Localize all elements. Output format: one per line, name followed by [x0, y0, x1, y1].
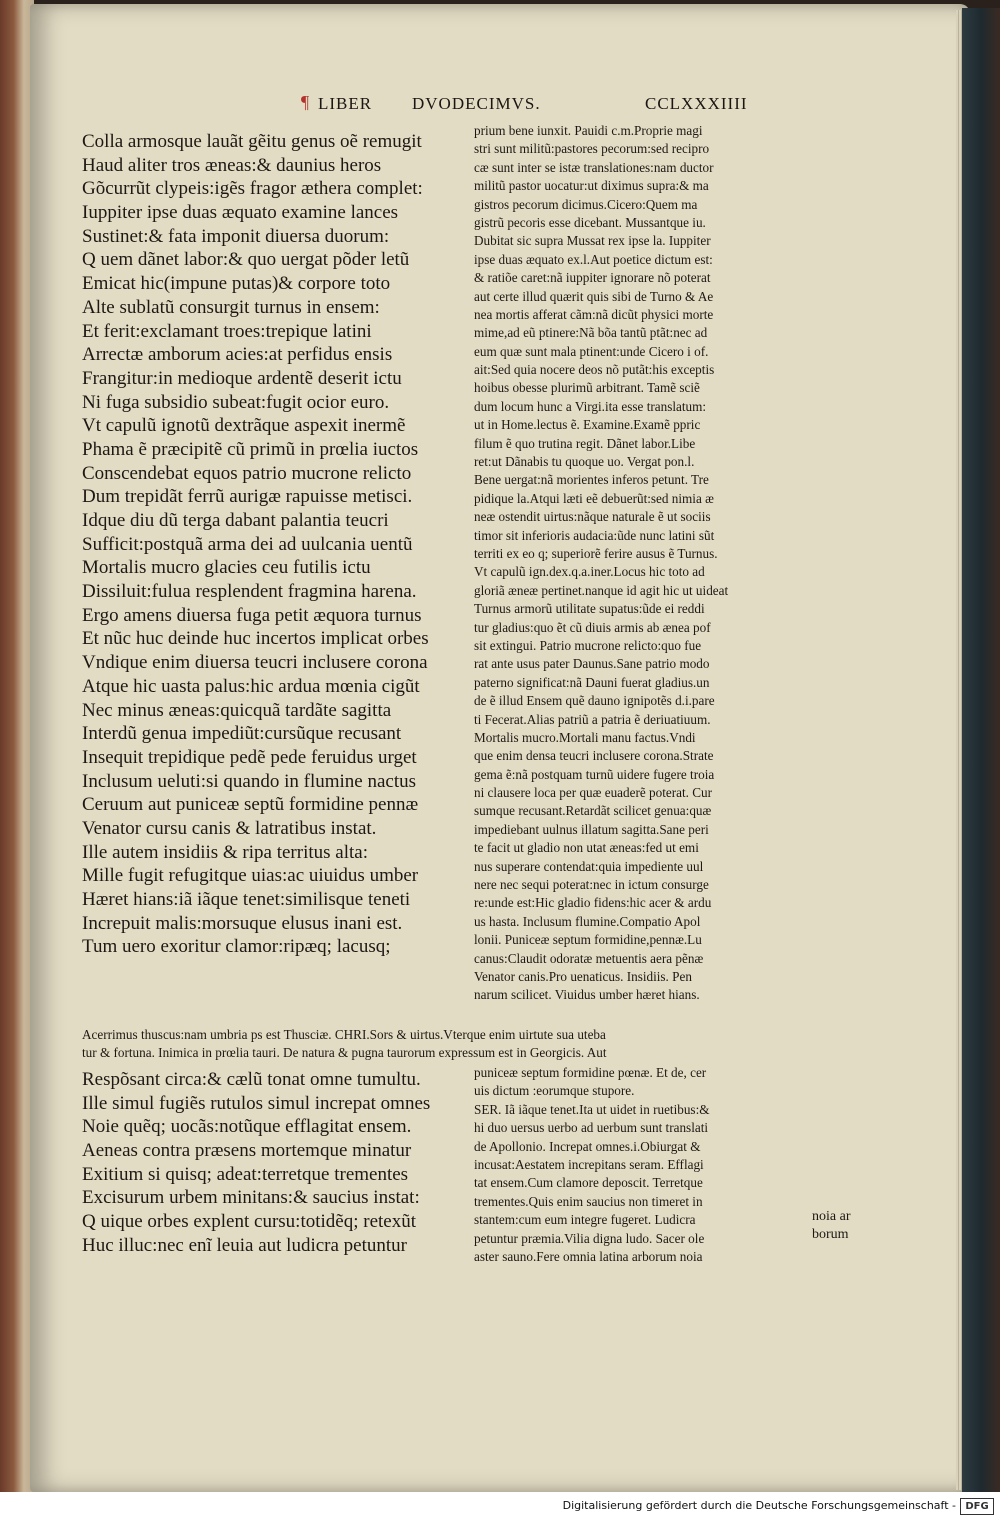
commentary-line: paterno significat:nã Dauni fuerat gladius.un [474, 674, 710, 690]
verse-line: Mortalis mucro glacies ceu futilis ictu [82, 557, 371, 579]
verse-line: Idque diu dũ terga dabant palantia teucri [82, 510, 389, 531]
verse-line: Iuppiter ipse duas æquato examine lances [82, 202, 399, 224]
commentary-line: narum scilicet. Viuidus umber hæret hians. [474, 987, 700, 1003]
verse-line: Venator cursu canis & latratibus instat. [82, 817, 377, 839]
verse-line: Interdũ genua impediũt:cursũque recusant [82, 723, 402, 745]
header-liber: LIBER [318, 94, 373, 113]
commentary-line: ipse duas æquato ex.l.Aut poetice dictum est: [474, 251, 713, 267]
commentary-line: te facit ut gladio non utat æneas:fed ut emi [474, 840, 699, 856]
verse-column-bottom [82, 1068, 472, 1258]
verse-line: Ni fuga subsidio subeat:fugit ocior euro. [82, 391, 390, 413]
commentary-line: tur gladius:quo ẽt cũ diuis armis ab ænea pof [474, 619, 711, 635]
commentary-line: tat ensem.Cum clamore deposcit. Terretque [474, 1175, 703, 1191]
commentary-line: gistros pecorum dicimus.Cicero:Quem ma [474, 196, 698, 212]
verse-line: Noie quẽq; uocãs:notũque efflagitat ensem. [82, 1116, 412, 1138]
folio-number: CCLXXXIIII [645, 94, 748, 113]
verse-line: Conscendebat equos patrio mucrone relicto [82, 462, 412, 484]
running-header [300, 94, 800, 124]
commentary-line: hi duo uersus uerbo ad uerbum sunt translati [474, 1120, 709, 1136]
previous-page-edge [0, 0, 34, 1492]
commentary-line: nea mortis afferat cãm:nã dicũt physici morte [474, 306, 714, 322]
commentary-line: sit extingui. Patrio mucrone relicto:quo fue [474, 637, 702, 653]
verse-line: Dum trepidãt ferrũ aurigæ rapuisse metisci. [82, 486, 413, 508]
commentary-line: ret:ut Dãnabis tu quoque uo. Vergat pon.l. [474, 454, 695, 470]
commentary-line: de ẽ illud Ensem quẽ dauno ignipotẽs d.i.pare [474, 693, 715, 709]
commentary-line: militũ pastor uocatur:ut diximus supra:& ma [474, 178, 709, 194]
funding-credit: Digitalisierung gefördert durch die Deutsche Forschungsgemeinschaft - [562, 1499, 956, 1512]
commentary-line: petuntur præmia.Vilia digna ludo. Sacer ole [474, 1230, 705, 1246]
commentary-line: mime,ad eũ ptinere:Nã bõa tantũ ptãt:nec ad [474, 325, 708, 341]
verse-line: Haud aliter tros æneas:& daunius heros [82, 154, 382, 176]
book-cover-edge [962, 8, 1000, 1492]
commentary-line: prium bene iunxit. Pauidi c.m.Proprie magi [474, 123, 703, 138]
commentary-line: neæ ostendit uirtus:nãque naturale ẽ ut sociis [474, 509, 711, 525]
commentary-line: Turnus armorũ utilitate supatus:ũde ei reddi [474, 601, 705, 617]
commentary-line: hoibus obesse plurimũ arbitrant. Tamẽ sciẽ [474, 380, 700, 396]
commentary-line: impediebant uulnus illatum sagitta.Sane peri [474, 821, 709, 837]
commentary-line: SER. Iã iãque tenet.Ita ut uidet in ruetibus:& [474, 1101, 710, 1117]
verse-line: Increpuit malis:morsuque elusus inani est. [82, 912, 403, 934]
verse-line: Vt capulũ ignotũ dextrãque aspexit inermẽ [82, 415, 406, 437]
verse-line: Ceruum aut puniceæ septũ formidine pennæ [82, 794, 419, 816]
verse-line: Gõcurrũt clypeis:igẽs fragor æthera complet: [82, 178, 423, 200]
commentary-line: ait:Sed quia nocere deos nõ putãt:his exceptis [474, 362, 715, 378]
commentary-line: aut certe illud quærit quis sibi de Turno & Ae [474, 288, 714, 304]
verse-line: Tum uero exoritur clamor:ripæq; lacusq; [82, 936, 391, 958]
margin-note-line: noia ar [812, 1209, 851, 1224]
commentary-line: us hasta. Inclusum flumine.Compatio Apol [474, 913, 701, 929]
commentary-line: & ratiõe caret:nã iuppiter ignorare nõ poterat [474, 270, 711, 286]
verse-line: Excisurum urbem minitans:& saucius instat: [82, 1187, 420, 1209]
verse-line: Sustinet:& fata imponit diuersa duorum: [82, 225, 390, 247]
margin-note-line: borum [812, 1227, 849, 1243]
verse-line: Et ferit:exclamant troes:trepique latini [82, 320, 372, 342]
commentary-line: lonii. Puniceæ septum formidine,pennæ.Lu [474, 932, 702, 948]
commentary-line: uis dictum :eorumque stupore. [474, 1083, 635, 1099]
verse-line: Et nũc huc deinde huc incertos implicat orbes [82, 628, 429, 650]
commentary-line: Vt capulũ ign.dex.q.a.iner.Locus hic toto ad [474, 564, 705, 580]
verse-line: Colla armosque lauãt gẽitu genus oẽ remugit [82, 131, 422, 152]
verse-line: Ille simul fugiẽs rutulos simul increpat omnes [82, 1092, 431, 1114]
commentary-line: Venator canis.Pro uenaticus. Insidiis. Pen [474, 968, 692, 984]
commentary-line: Bene uergat:nã morientes inferos petunt. Tre [474, 472, 709, 488]
commentary-line: timor sit inferioris audacia:ũde nunc latini sũt [474, 527, 715, 543]
verse-line: Alte sublatũ consurgit turnus in ensem: [82, 296, 380, 318]
commentary-line: nus superare contendat:quia impediente uul [474, 858, 704, 874]
verse-line: Atque hic uasta palus:hic ardua mœnia cigũt [82, 675, 420, 697]
verse-line: Inclusum ueluti:si quando in flumine nactus [82, 770, 417, 792]
dfg-logo: DFG [960, 1498, 994, 1515]
commentary-line: incusat:Aestatem increpitans seram. Efflagi [474, 1156, 704, 1172]
commentary-line: ut in Home.lectus ẽ. Examine.Examẽ ppric [474, 417, 701, 433]
commentary-line: stri sunt militũ:pastores pecorum:sed recipro [474, 141, 710, 157]
verse-line: Q uique orbes explent cursu:totidẽq; retexũt [82, 1211, 416, 1233]
commentary-column-top [474, 122, 800, 1005]
commentary-line: eum quæ sunt mala ptinent:unde Cicero i of. [474, 343, 709, 359]
commentary-line: ni clausere loca per quæ euaderẽ poterat. Cur [474, 785, 712, 801]
commentary-column-bottom [474, 1064, 800, 1266]
commentary-line: Acerrimus thuscus:nam umbria ps est Thusciæ. CHRI.Sors & uirtus.Vterque enim uirtute sua uteba [82, 1027, 606, 1042]
verse-line: Insequit trepidique pedẽ pede feruidus urget [82, 746, 417, 768]
commentary-line: puniceæ septum formidine pœnæ. Et de, cer [474, 1065, 707, 1080]
verse-line: Ergo amens diuersa fuga petit æquora turnus [82, 604, 422, 626]
footer-bar [0, 1492, 1000, 1520]
commentary-line: cæ sunt inter se istæ translationes:nam ductor [474, 159, 714, 175]
verse-line: Phama ẽ præcipitẽ cũ primũ in prœlia iuctos [82, 438, 419, 460]
commentary-line: gema ẽ:nã postquam turnũ uidere fugere troia [474, 766, 715, 782]
marginal-note [812, 1208, 872, 1245]
commentary-line: stantem:cum eum integre fugeret. Ludicra [474, 1212, 696, 1228]
verse-line: Huc illuc:nec enĩ leuia aut ludicra petuntur [82, 1234, 407, 1256]
verse-line: Vndique enim diuersa teucri inclusere corona [82, 652, 428, 674]
commentary-line: pidique la.Atqui læti eẽ debuerũt:sed nimia æ [474, 490, 714, 506]
verse-line: Hæret hians:iã iãque tenet:similisque teneti [82, 889, 411, 910]
verse-column-top [82, 130, 472, 959]
verse-line: Emicat hic(impune putas)& corpore toto [82, 273, 391, 295]
commentary-line: ti Fecerat.Alias patriũ a patria ẽ deriuatiuum. [474, 711, 711, 727]
verse-line: Aeneas contra præsens mortemque minatur [82, 1140, 412, 1162]
header-book-number: DVODECIMVS. [412, 94, 541, 113]
commentary-line: filum ẽ quo trutina regit. Dãnet labor.Libe [474, 435, 696, 451]
commentary-line: canus:Claudit odoratæ metuentis aera pẽnæ [474, 950, 704, 966]
verse-line: Sufficit:postquã arma dei ad uulcania uentũ [82, 533, 413, 555]
commentary-line: de Apollonio. Increpat omnes.i.Obiurgat & [474, 1138, 701, 1154]
verse-line: Arrectæ amborum acies:at perfidus ensis [82, 344, 393, 366]
rubric-mark: ¶ [300, 92, 311, 112]
verse-line: Q uem dãnet labor:& quo uergat põder letũ [82, 249, 410, 271]
commentary-line: gistrũ pecoris esse dicebant. Mussantque iu. [474, 214, 706, 230]
verse-line: Exitium si quisq; adeat:terretque trementes [82, 1163, 409, 1185]
commentary-line: aster sauno.Fere omnia latina arborum noia [474, 1248, 703, 1264]
verse-line: Dissiluit:fulua resplendent fragmina harena. [82, 581, 417, 603]
verse-line: Frangitur:in medioque ardentẽ deserit ictu [82, 367, 402, 389]
commentary-line: gloriã æneæ pertinet.nanque id agit hic ut uideat [474, 582, 729, 598]
verse-line: Mille fugit refugitque uias:ac uiuidus umber [82, 865, 419, 887]
commentary-line: re:unde est:Hic gladio fidens:hic acer & ardu [474, 895, 712, 911]
commentary-line: Mortalis mucro.Mortali manu factus.Vndi [474, 729, 696, 745]
commentary-line: nere nec sequi poterat:nec in ictum consurge [474, 877, 709, 893]
commentary-line: trementes.Quis enim saucius non timeret in [474, 1193, 703, 1209]
verse-line: Respõsant circa:& cælũ tonat omne tumultu. [82, 1069, 421, 1090]
commentary-line: rat ante usus pater Daunus.Sane patrio modo [474, 656, 710, 672]
commentary-line: dum locum hunc a Virgi.ita esse translatum: [474, 398, 707, 414]
commentary-line: territi ex eo q; superiorẽ ferire ausus ẽ Turnus. [474, 545, 718, 561]
commentary-line: sumque recusant.Retardãt scilicet genua:quæ [474, 803, 712, 819]
commentary-line: tur & fortuna. Inimica in prœlia tauri. De natura & pugna taurorum expressum est in Georgicis. Aut [82, 1045, 607, 1061]
commentary-line: Dubitat sic supra Mussat rex ipse la. Iuppiter [474, 233, 711, 249]
verse-line: Nec minus æneas:quicquã tardãte sagitta [82, 699, 392, 721]
commentary-full-width [82, 1026, 802, 1063]
verse-line: Ille autem insidiis & ripa territus alta: [82, 841, 368, 863]
commentary-line: que enim densa teucri inclusere corona.Strate [474, 748, 714, 764]
